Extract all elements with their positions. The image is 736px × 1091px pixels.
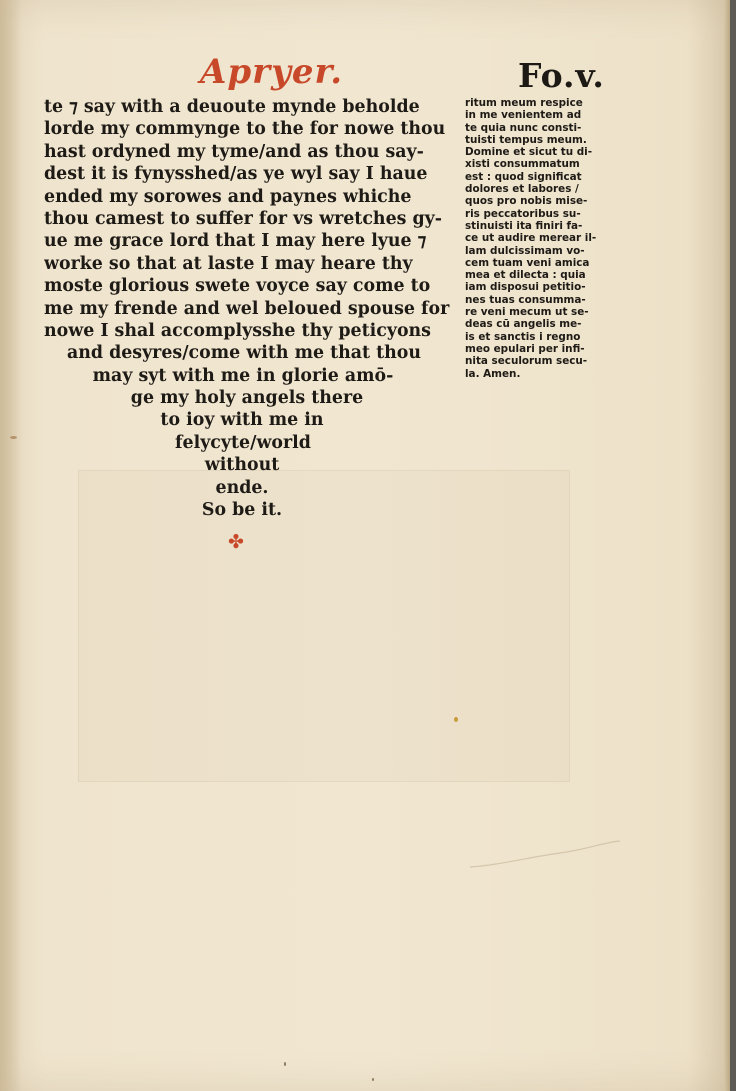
side-text-line: la. Amen. [465, 367, 521, 380]
paper-speck [284, 1062, 286, 1066]
fleuron-ornament-icon: ✤ [228, 531, 244, 553]
side-text-line: is et sanctis i regno [465, 330, 581, 343]
main-text-line: me my frende and wel beloued spouse for [44, 298, 450, 319]
side-text-line: iam disposui petitio- [465, 281, 586, 294]
side-text-line: dolores et labores / [465, 183, 579, 196]
side-text-line: ce ut audire merear il- [465, 232, 597, 245]
side-text-line: in me venientem ad [465, 109, 582, 122]
side-text-line: xisti consummatum [465, 158, 580, 171]
main-text-line: lorde my commynge to the for nowe thou [44, 119, 446, 140]
side-text-line: quos pro nobis mise- [465, 195, 588, 208]
main-text-line: without [204, 455, 280, 476]
main-text-line: ue me grace lord that I may here lyue ⁊ [44, 231, 427, 252]
main-text-line: worke so that at laste I may heare thy [44, 253, 413, 274]
side-text-line: re veni mecum ut se- [465, 306, 589, 319]
side-text-line: est : quod significat [465, 170, 582, 183]
paper-crease [470, 835, 620, 875]
main-text-line: thou camest to suffer for vs wretches gy- [44, 208, 442, 229]
main-text-line: felycyte/world [175, 432, 311, 453]
main-text-line: ended my sorowes and paynes whiche [44, 186, 412, 207]
side-text-line: cem tuam veni amica [465, 256, 590, 269]
main-text-line: moste glorious swete voyce say come to [44, 276, 431, 297]
main-text-line: ende. [215, 477, 269, 498]
main-text-line: to ioy with me in [160, 410, 324, 431]
main-text-line: may syt with me in glorie amō- [92, 365, 394, 386]
side-text-line: deas cū angelis me- [465, 318, 582, 331]
main-text-line: and desyres/come with me that thou [66, 343, 422, 364]
main-text-line: ge my holy angels there [130, 388, 364, 409]
folio-number: Fo.v. [518, 56, 605, 95]
side-text-line: ris peccatoribus su- [465, 207, 581, 220]
side-text-line: Domine et sicut tu di- [465, 146, 593, 159]
side-text-line: stinuisti ita finiri fa- [465, 219, 583, 232]
closing-line: So be it. [201, 500, 283, 521]
side-text-line: lam dulcissimam vo- [465, 244, 585, 257]
main-text-block [44, 96, 454, 521]
page-edge [724, 0, 730, 1091]
main-text-line: dest it is fynysshed/as ye wyl say I haue [44, 164, 428, 185]
running-title: Apryer. [200, 52, 344, 92]
paper-speck [454, 717, 458, 722]
page-gutter-shadow [0, 0, 22, 1091]
main-text-line: te ⁊ say with a deuoute mynde beholde [44, 97, 420, 117]
side-text-line: tuisti tempus meum. [465, 133, 587, 146]
side-text-line: meo epulari per infi- [465, 342, 585, 355]
latin-side-column [465, 97, 625, 380]
side-text-line: te quia nunc consti- [465, 121, 582, 134]
paper-speck [372, 1078, 374, 1081]
side-text-line: nes tuas consumma- [465, 293, 586, 306]
paper-speck [10, 436, 17, 439]
main-text-line: hast ordyned my tyme/and as thou say- [44, 141, 424, 162]
side-text-line: mea et dilecta : quia [465, 269, 586, 282]
main-text-line: nowe I shal accomplysshe thy peticyons [44, 320, 431, 341]
side-text-line: ritum meum respice [465, 97, 583, 109]
side-text-line: nita seculorum secu- [465, 355, 588, 368]
